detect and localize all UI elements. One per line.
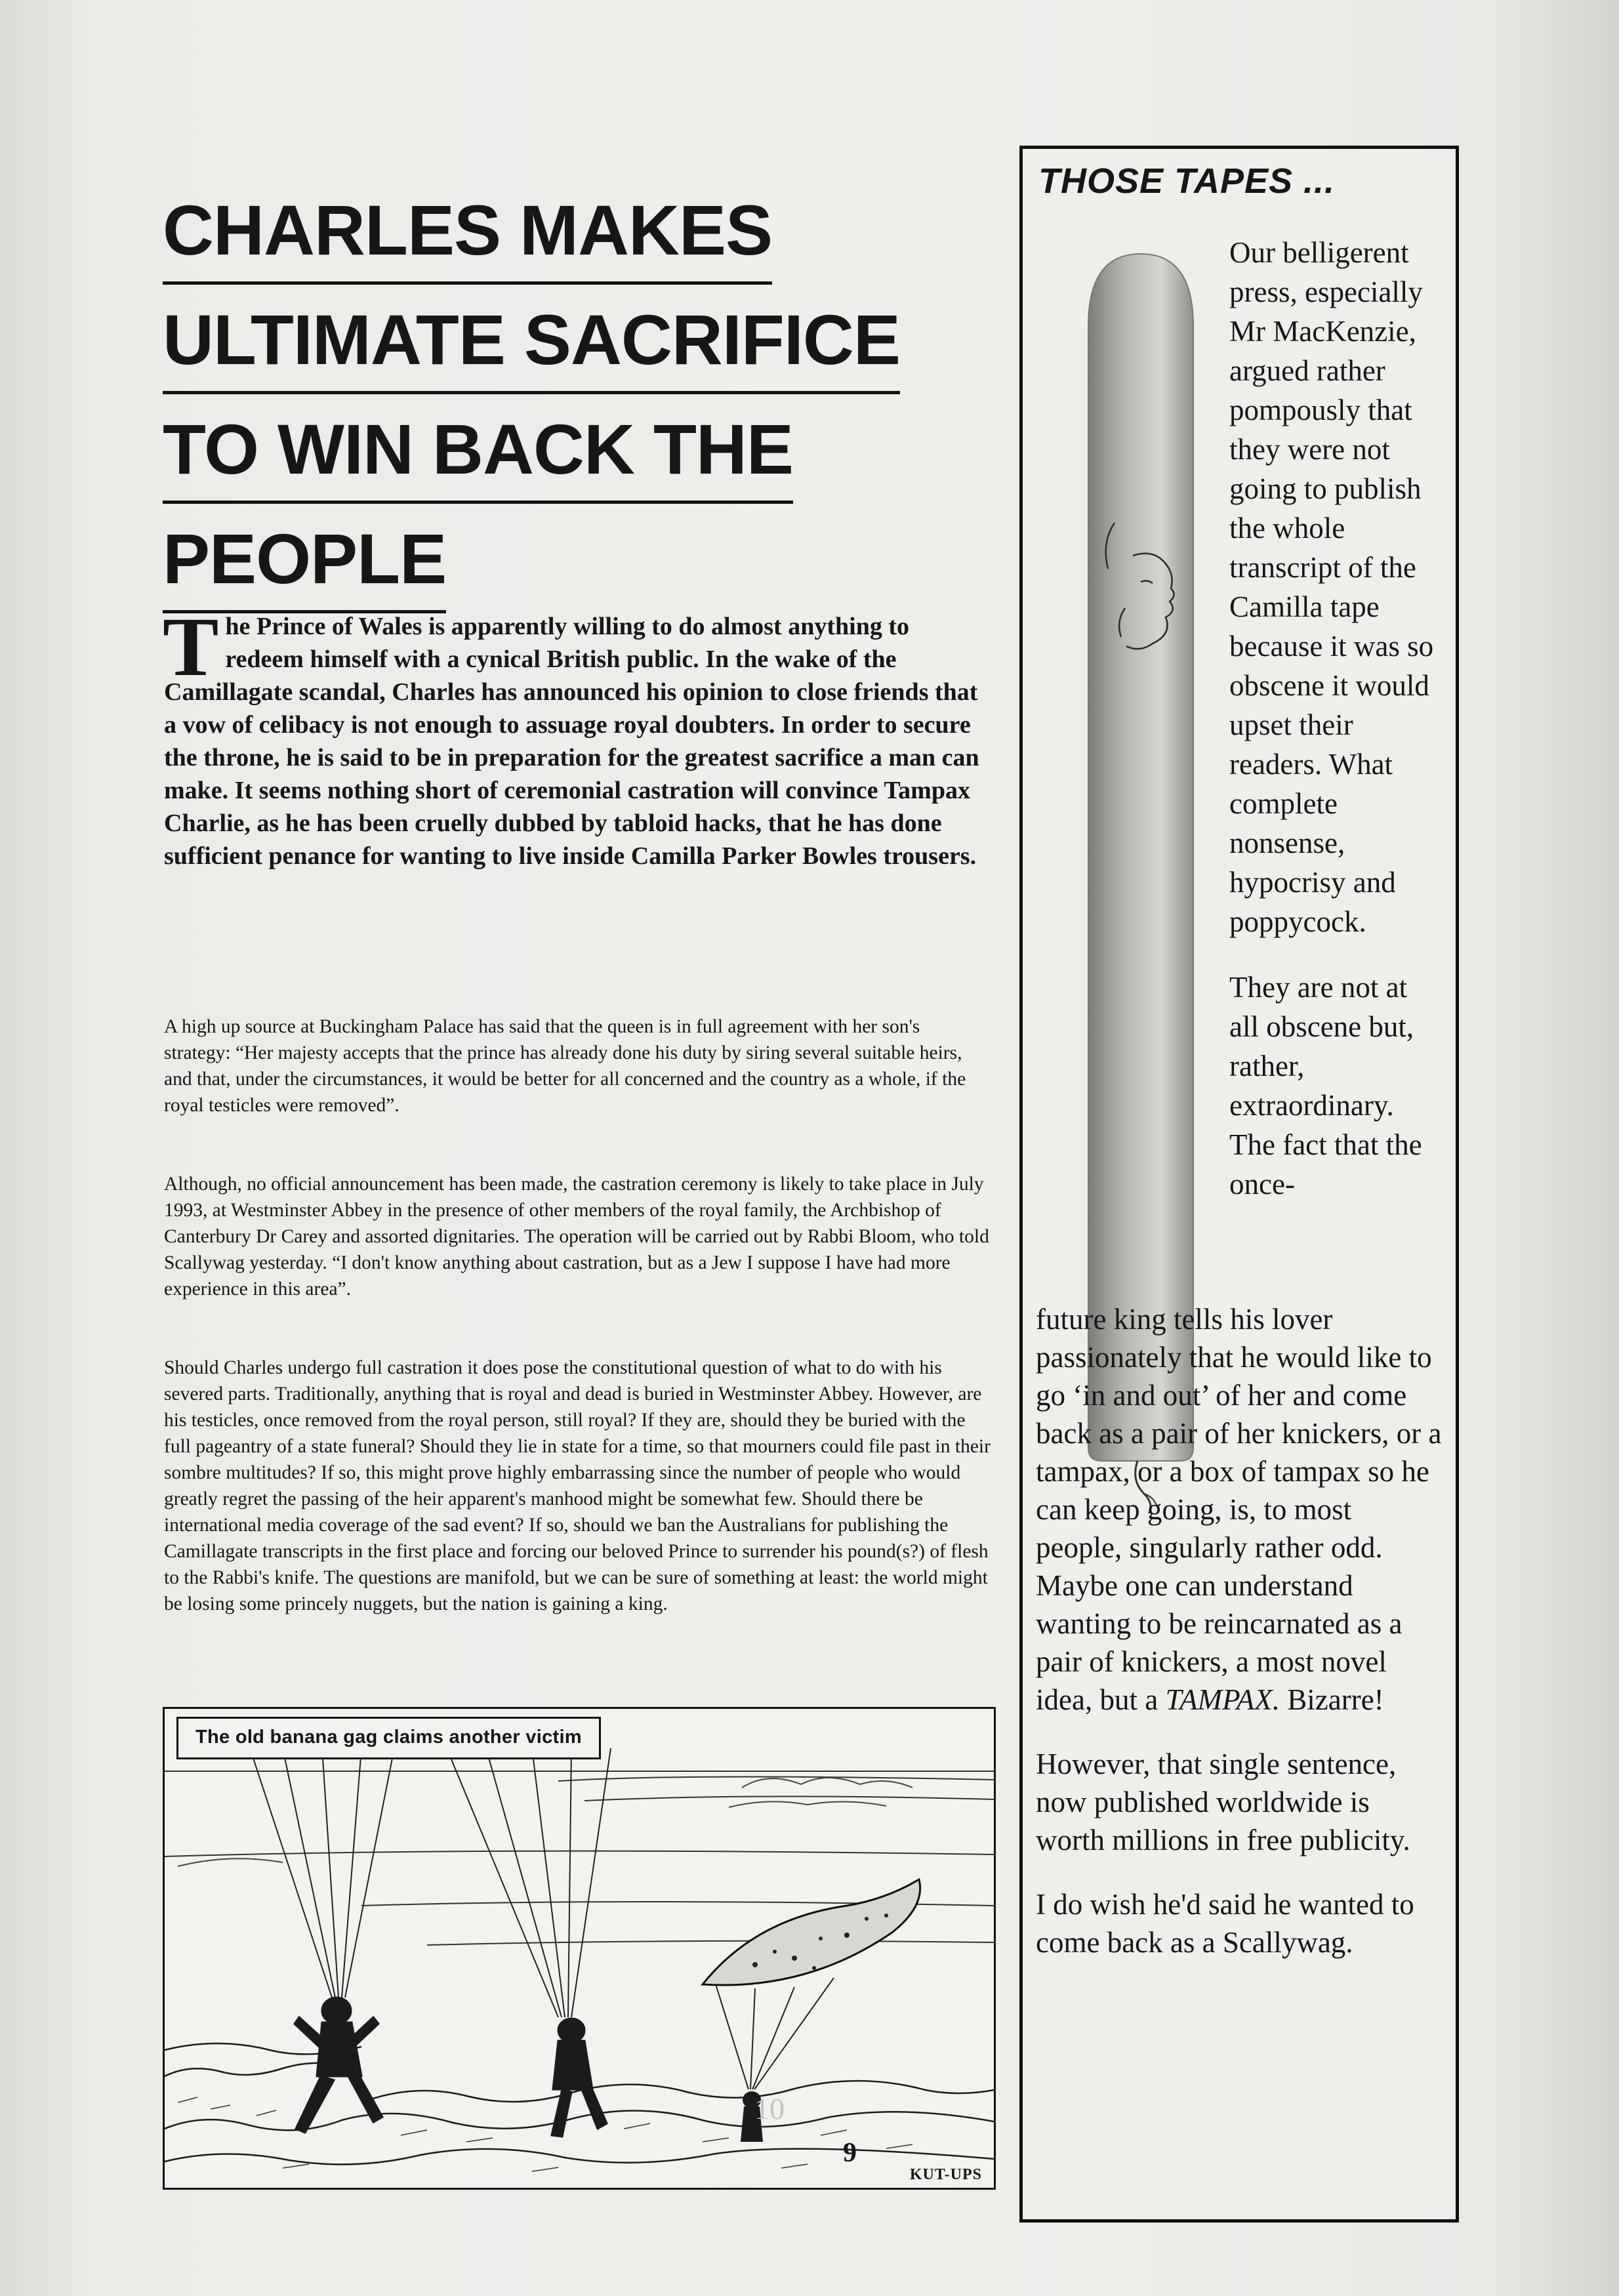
sidebar-paragraph (1036, 1300, 1443, 1719)
page-number: 9 (843, 2138, 857, 2168)
sidebar-title: THOSE TAPES ... (1038, 161, 1336, 201)
sidebar-wide-column (1036, 1300, 1443, 1988)
sidebar-paragraph: They are not at all obscene but, rather, extraordinary. The fact that the once- (1229, 971, 1422, 1200)
body-paragraph-2: Although, no official announcement has been made, the castration ceremony is likely to take place in July 1993, at Westminster Abbey in the presence of other members of the royal family, the Archbishop of Canterbury Dr Carey and assorted dignitaries. The operation will be carried out by Rabbi Bloom, who told Scallywag yesterday. “I don't know anything about castration, but as a Jew I suppose I have had more experience in this area”. (164, 1174, 989, 1300)
bleed-through-page-number: 10 (754, 2092, 785, 2125)
sidebar-paragraph: Our belligerent press, especially Mr MacKenzie, argued rather pompously that they were not going to publish the whole transcript of the Camilla tape because it was so obscene it would upset their readers. What complete nonsense, hypocrisy and poppycock. (1229, 236, 1434, 938)
headline-line: PEOPLE (163, 509, 446, 613)
sidebar-text: Bizarre! (1280, 1683, 1384, 1716)
body-paragraph-1: A high up source at Buckingham Palace has said that the queen is in full agreement with her son's strategy: “Her majesty accepts that the prince has already done his duty by siring several suitable heirs, and that, under the circumstances, it would be better for all concerned and the country as a whole, if the royal testicles were removed”. (164, 1016, 966, 1116)
sidebar-paragraph: However, that single sentence, now published worldwide is worth millions in free publicity. (1036, 1748, 1410, 1856)
drop-cap: T (163, 600, 219, 693)
sidebar-paragraph: I do wish he'd said he wanted to come back as a Scallywag. (1036, 1888, 1414, 1959)
headline-line: TO WIN BACK THE (163, 400, 793, 504)
headline-line: CHARLES MAKES (163, 180, 772, 285)
sidebar-text: future king tells his lover passionately that he would like to go ‘in and out’ of her and come back as a pair of her knickers, or a tampax, or a box of tampax so he can keep going, is, to most people, singularly rather odd. Maybe one can understand wanting to be reincarnated as a pair of knickers, a most novel idea, but a (1036, 1303, 1442, 1716)
sidebar-box (1019, 146, 1459, 2223)
intro-paragraph (163, 600, 984, 872)
intro-text: he Prince of Wales is apparently willing to do almost anything to redeem himself with a cynical British public. In the wake of the Camillagate scandal, Charles has announced his opinion to close friends that a vow of celibacy is not enough to assuage royal doubters. In order to secure the throne, he is said to be in preparation for the greatest sacrifice a man can make. It seems nothing short of ceremonial castration will convince Tampax Charlie, as he has been cruelly dubbed by tabloid hacks, that he has done sufficient penance for wanting to live inside Camilla Parker Bowles trousers. (164, 613, 979, 870)
headline-line: ULTIMATE SACRIFICE (163, 290, 900, 394)
sidebar-narrow-column (1229, 233, 1439, 1230)
sidebar-emphasis: TAMPAX. (1165, 1683, 1281, 1716)
headline (163, 180, 976, 619)
cartoon-illustration (165, 1709, 994, 2188)
cartoon-caption: The old banana gag claims another victim (176, 1717, 601, 1759)
cartoon (163, 1707, 996, 2190)
body-paragraph-3: Should Charles undergo full castration it does pose the constitutional question of what to do with his severed parts. Traditionally, anything that is royal and dead is buried in Westminster Abbey. However, are his testicles, once removed from the royal person, still royal? If they are, should they be buried with the full pageantry of a state funeral? Should they lie in state for a time, so that mourners could file past in their sombre multitudes? If so, this might prove highly embarrassing since the number of people who would greatly regret the passing of the heir apparent's manhood might be somewhat few. Should there be international media coverage of the sad event? If so, should we ban the Australians for publishing the Camillagate transcripts in the first place and forcing our beloved Prince to surrender his pound(s?) of flesh to the Rabbi's knife. The questions are manifold, but we can be sure of something at least: the world might be losing some princely nuggets, but the nation is gaining a king. (164, 1357, 991, 1614)
cartoon-credit: KUT-UPS (909, 2166, 982, 2183)
